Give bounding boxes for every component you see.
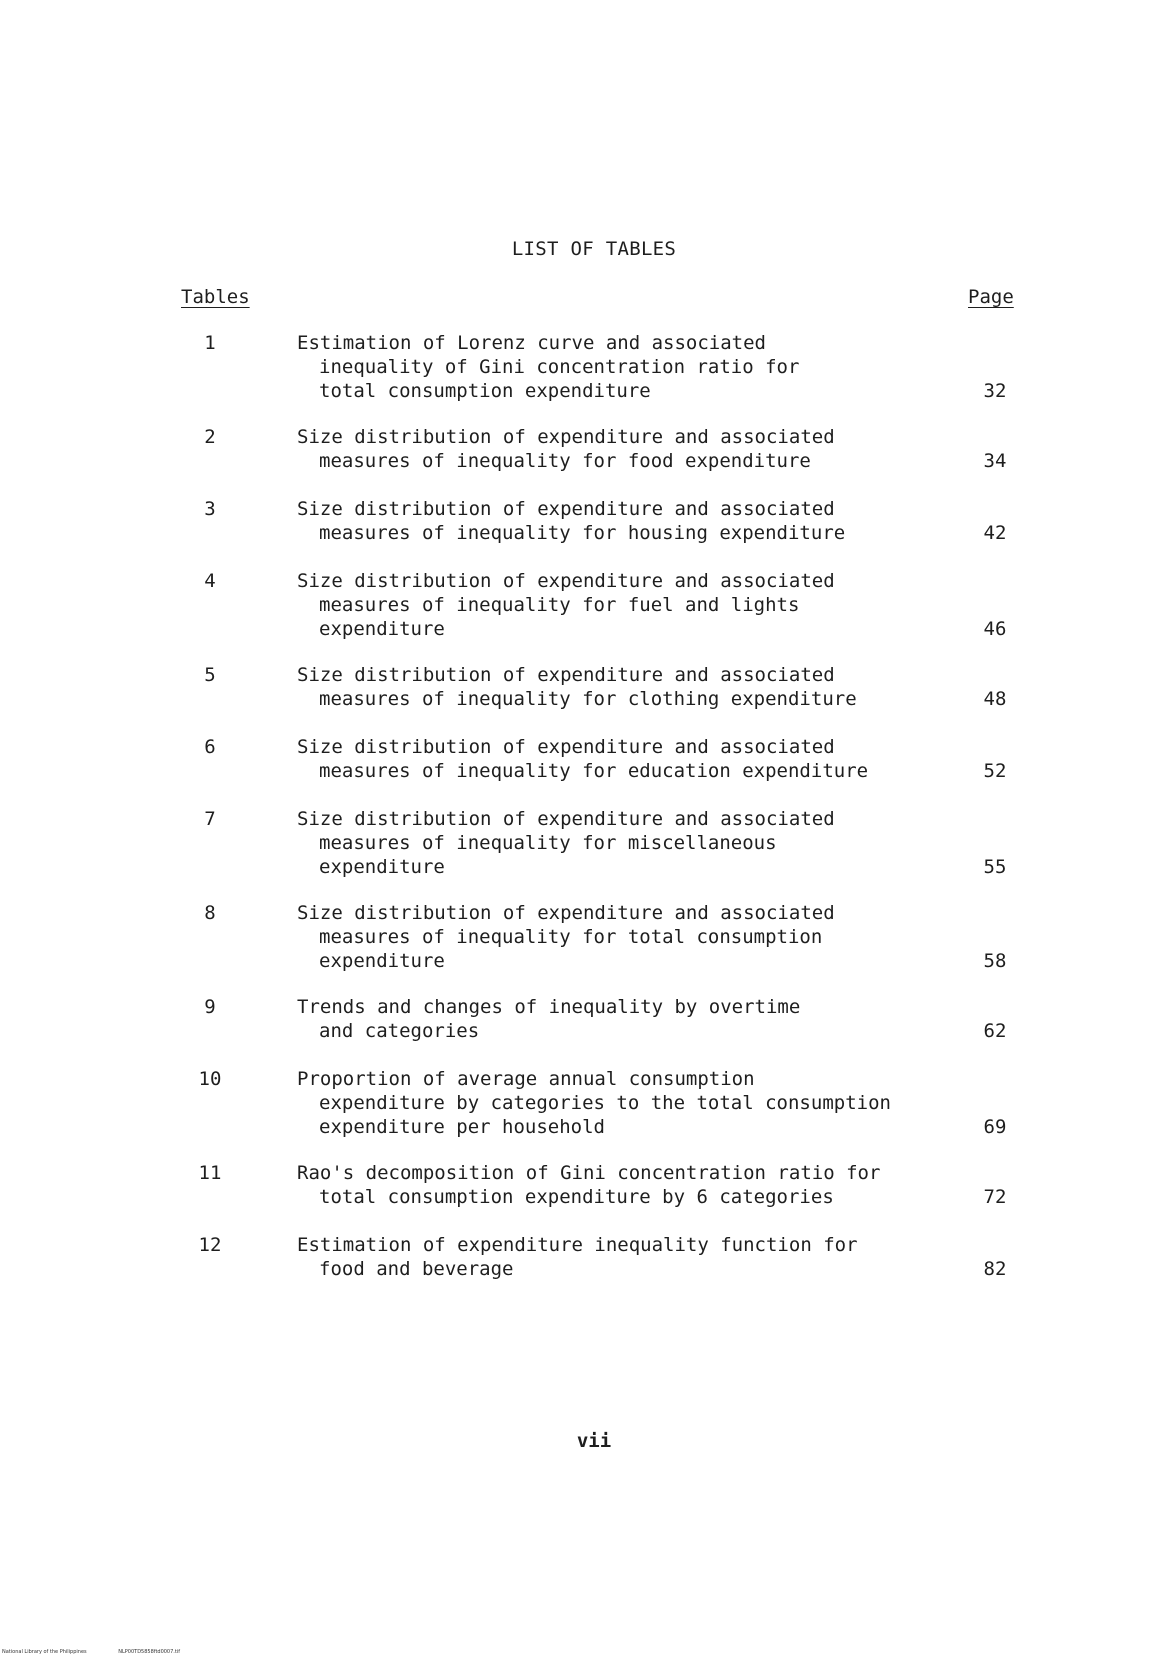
footer-library: National Library of the Philippines	[2, 1649, 87, 1655]
description-line: Size distribution of expenditure and associated	[297, 808, 835, 830]
toc-entry	[0, 995, 1168, 1067]
page-reference: 34	[983, 450, 1007, 472]
description-line: total consumption expenditure	[319, 380, 651, 402]
table-description	[297, 331, 937, 403]
description-line: Size distribution of expenditure and associated	[297, 498, 835, 520]
description-line: measures of inequality for education expenditure	[319, 760, 869, 782]
description-line: measures of inequality for fuel and lights	[319, 594, 800, 616]
toc-entry	[0, 735, 1168, 807]
table-description	[297, 995, 937, 1043]
toc-entry	[0, 1233, 1168, 1305]
description-line: Size distribution of expenditure and associated	[297, 902, 835, 924]
scan-footer	[2, 1649, 210, 1655]
table-description	[297, 1161, 937, 1209]
page-reference: 69	[983, 1116, 1007, 1138]
table-description	[297, 425, 937, 473]
toc-entry	[0, 807, 1168, 901]
toc-entry	[0, 331, 1168, 425]
description-line: and categories	[319, 1020, 480, 1042]
table-number: 8	[204, 902, 216, 924]
page-reference: 32	[983, 380, 1007, 402]
description-line: food and beverage	[319, 1258, 514, 1280]
page-reference: 52	[983, 760, 1007, 782]
description-line: measures of inequality for clothing expenditure	[319, 688, 857, 710]
page-reference: 62	[983, 1020, 1007, 1042]
toc-entry	[0, 1067, 1168, 1161]
page-column-header: Page	[968, 286, 1014, 308]
toc-entry	[0, 901, 1168, 995]
table-number: 5	[204, 664, 216, 686]
page-reference: 82	[983, 1258, 1007, 1280]
page-reference: 46	[983, 618, 1007, 640]
description-line: inequality of Gini concentration ratio for	[319, 356, 800, 378]
table-number: 1	[204, 332, 216, 354]
description-line: Rao's decomposition of Gini concentration ratio for	[297, 1162, 881, 1184]
description-line: expenditure	[319, 856, 445, 878]
description-line: Size distribution of expenditure and associated	[297, 664, 835, 686]
table-description	[297, 569, 937, 641]
description-line: measures of inequality for miscellaneous	[319, 832, 777, 854]
table-number: 12	[198, 1234, 222, 1256]
description-line: Size distribution of expenditure and associated	[297, 426, 835, 448]
description-line: Estimation of expenditure inequality function for	[297, 1234, 858, 1256]
table-number: 2	[204, 426, 216, 448]
toc-entry	[0, 569, 1168, 663]
description-line: Size distribution of expenditure and associated	[297, 570, 835, 592]
page-reference: 72	[983, 1186, 1007, 1208]
tables-column-header: Tables	[181, 286, 250, 308]
toc-entry	[0, 1161, 1168, 1233]
description-line: measures of inequality for food expenditure	[319, 450, 811, 472]
page-title: LIST OF TABLES	[511, 238, 677, 260]
table-description	[297, 1067, 937, 1139]
table-description	[297, 735, 937, 783]
description-line: measures of inequality for housing expenditure	[319, 522, 846, 544]
table-description	[297, 1233, 937, 1281]
table-number: 3	[204, 498, 216, 520]
table-number: 4	[204, 570, 216, 592]
description-line: total consumption expenditure by 6 categories	[319, 1186, 834, 1208]
page-number: vii	[576, 1430, 612, 1452]
table-description	[297, 497, 937, 545]
page-reference: 58	[983, 950, 1007, 972]
table-number: 7	[204, 808, 216, 830]
page-reference: 55	[983, 856, 1007, 878]
description-line: Size distribution of expenditure and associated	[297, 736, 835, 758]
description-line: expenditure by categories to the total consumption	[319, 1092, 891, 1114]
table-number: 6	[204, 736, 216, 758]
description-line: Estimation of Lorenz curve and associated	[297, 332, 766, 354]
footer-filename: NLP00TD5858ftd0007.tif	[118, 1649, 180, 1655]
description-line: Proportion of average annual consumption	[297, 1068, 755, 1090]
toc-entry	[0, 425, 1168, 497]
description-line: Trends and changes of inequality by overtime	[297, 996, 801, 1018]
table-number: 11	[198, 1162, 222, 1184]
table-description	[297, 663, 937, 711]
table-description	[297, 901, 937, 973]
toc-entry	[0, 497, 1168, 569]
table-number: 10	[198, 1068, 222, 1090]
page-reference: 42	[983, 522, 1007, 544]
toc-entry	[0, 663, 1168, 735]
description-line: expenditure	[319, 950, 445, 972]
description-line: measures of inequality for total consumption	[319, 926, 823, 948]
page-reference: 48	[983, 688, 1007, 710]
table-description	[297, 807, 937, 879]
table-number: 9	[204, 996, 216, 1018]
description-line: expenditure	[319, 618, 445, 640]
table-of-contents	[0, 331, 1168, 1305]
description-line: expenditure per household	[319, 1116, 605, 1138]
